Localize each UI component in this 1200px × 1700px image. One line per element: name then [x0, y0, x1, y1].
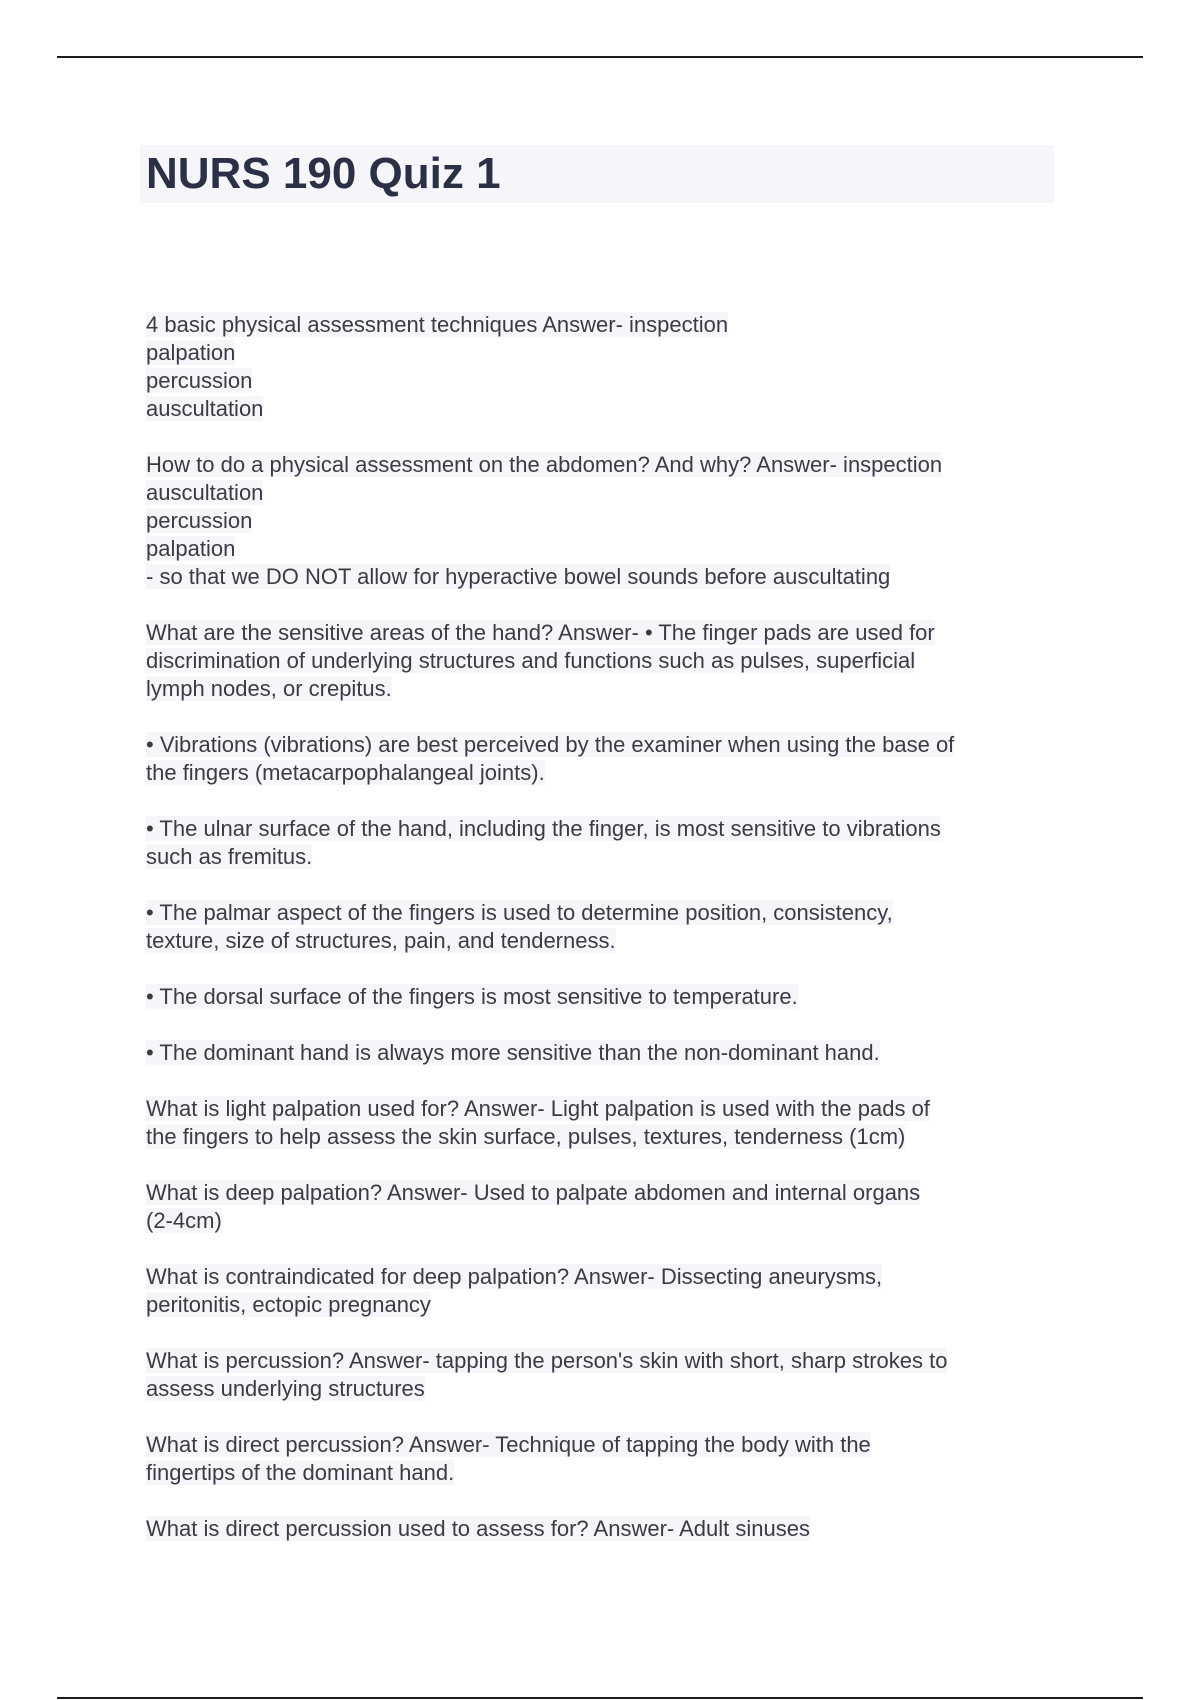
- text-line: • The ulnar surface of the hand, including the finger, is most sensitive to vibrations: [146, 816, 941, 841]
- text-line: What is percussion? Answer- tapping the person's skin with short, sharp strokes to: [146, 1348, 948, 1373]
- text-line: auscultation: [146, 396, 264, 421]
- qa-item: [146, 1515, 1056, 1543]
- qa-item: [146, 983, 1056, 1011]
- qa-item: [146, 731, 1056, 787]
- qa-item: [146, 899, 1056, 955]
- text-line: fingertips of the dominant hand.: [146, 1460, 455, 1485]
- qa-item: [146, 1179, 1056, 1235]
- text-line: What is contraindicated for deep palpation? Answer- Dissecting aneurysms,: [146, 1264, 883, 1289]
- text-line: percussion: [146, 508, 253, 533]
- text-line: the fingers (metacarpophalangeal joints).: [146, 760, 545, 785]
- text-line: 4 basic physical assessment techniques Answer- inspection: [146, 312, 729, 337]
- text-line: texture, size of structures, pain, and tenderness.: [146, 928, 616, 953]
- qa-item: [146, 1347, 1056, 1403]
- qa-item: [146, 815, 1056, 871]
- text-line: percussion: [146, 368, 253, 393]
- qa-item: [146, 619, 1056, 703]
- text-line: What are the sensitive areas of the hand? Answer- • The finger pads are used for: [146, 620, 935, 645]
- qa-item: [146, 311, 1056, 423]
- text-line: lymph nodes, or crepitus.: [146, 676, 392, 701]
- text-line: (2-4cm): [146, 1208, 222, 1233]
- qa-item: [146, 1263, 1056, 1319]
- text-line: palpation: [146, 340, 236, 365]
- text-line: • The palmar aspect of the fingers is used to determine position, consistency,: [146, 900, 893, 925]
- document-body: [146, 311, 1056, 1571]
- top-rule: [57, 56, 1143, 58]
- text-line: What is direct percussion used to assess for? Answer- Adult sinuses: [146, 1516, 810, 1541]
- page-title: NURS 190 Quiz 1: [146, 149, 501, 198]
- text-line: • The dorsal surface of the fingers is most sensitive to temperature.: [146, 984, 798, 1009]
- text-line: • Vibrations (vibrations) are best perceived by the examiner when using the base of: [146, 732, 955, 757]
- qa-item: [146, 451, 1056, 591]
- bottom-rule: [57, 1697, 1143, 1699]
- text-line: peritonitis, ectopic pregnancy: [146, 1292, 431, 1317]
- text-line: • The dominant hand is always more sensitive than the non-dominant hand.: [146, 1040, 880, 1065]
- text-line: - so that we DO NOT allow for hyperactive bowel sounds before auscultating: [146, 564, 891, 589]
- text-line: assess underlying structures: [146, 1376, 425, 1401]
- qa-item: [146, 1095, 1056, 1151]
- text-line: the fingers to help assess the skin surface, pulses, textures, tenderness (1cm): [146, 1124, 906, 1149]
- text-line: What is deep palpation? Answer- Used to palpate abdomen and internal organs: [146, 1180, 921, 1205]
- text-line: What is light palpation used for? Answer- Light palpation is used with the pads of: [146, 1096, 930, 1121]
- qa-item: [146, 1431, 1056, 1487]
- text-line: auscultation: [146, 480, 264, 505]
- text-line: such as fremitus.: [146, 844, 313, 869]
- text-line: palpation: [146, 536, 236, 561]
- qa-item: [146, 1039, 1056, 1067]
- text-line: What is direct percussion? Answer- Technique of tapping the body with the: [146, 1432, 871, 1457]
- text-line: discrimination of underlying structures and functions such as pulses, superficial: [146, 648, 916, 673]
- text-line: How to do a physical assessment on the abdomen? And why? Answer- inspection: [146, 452, 943, 477]
